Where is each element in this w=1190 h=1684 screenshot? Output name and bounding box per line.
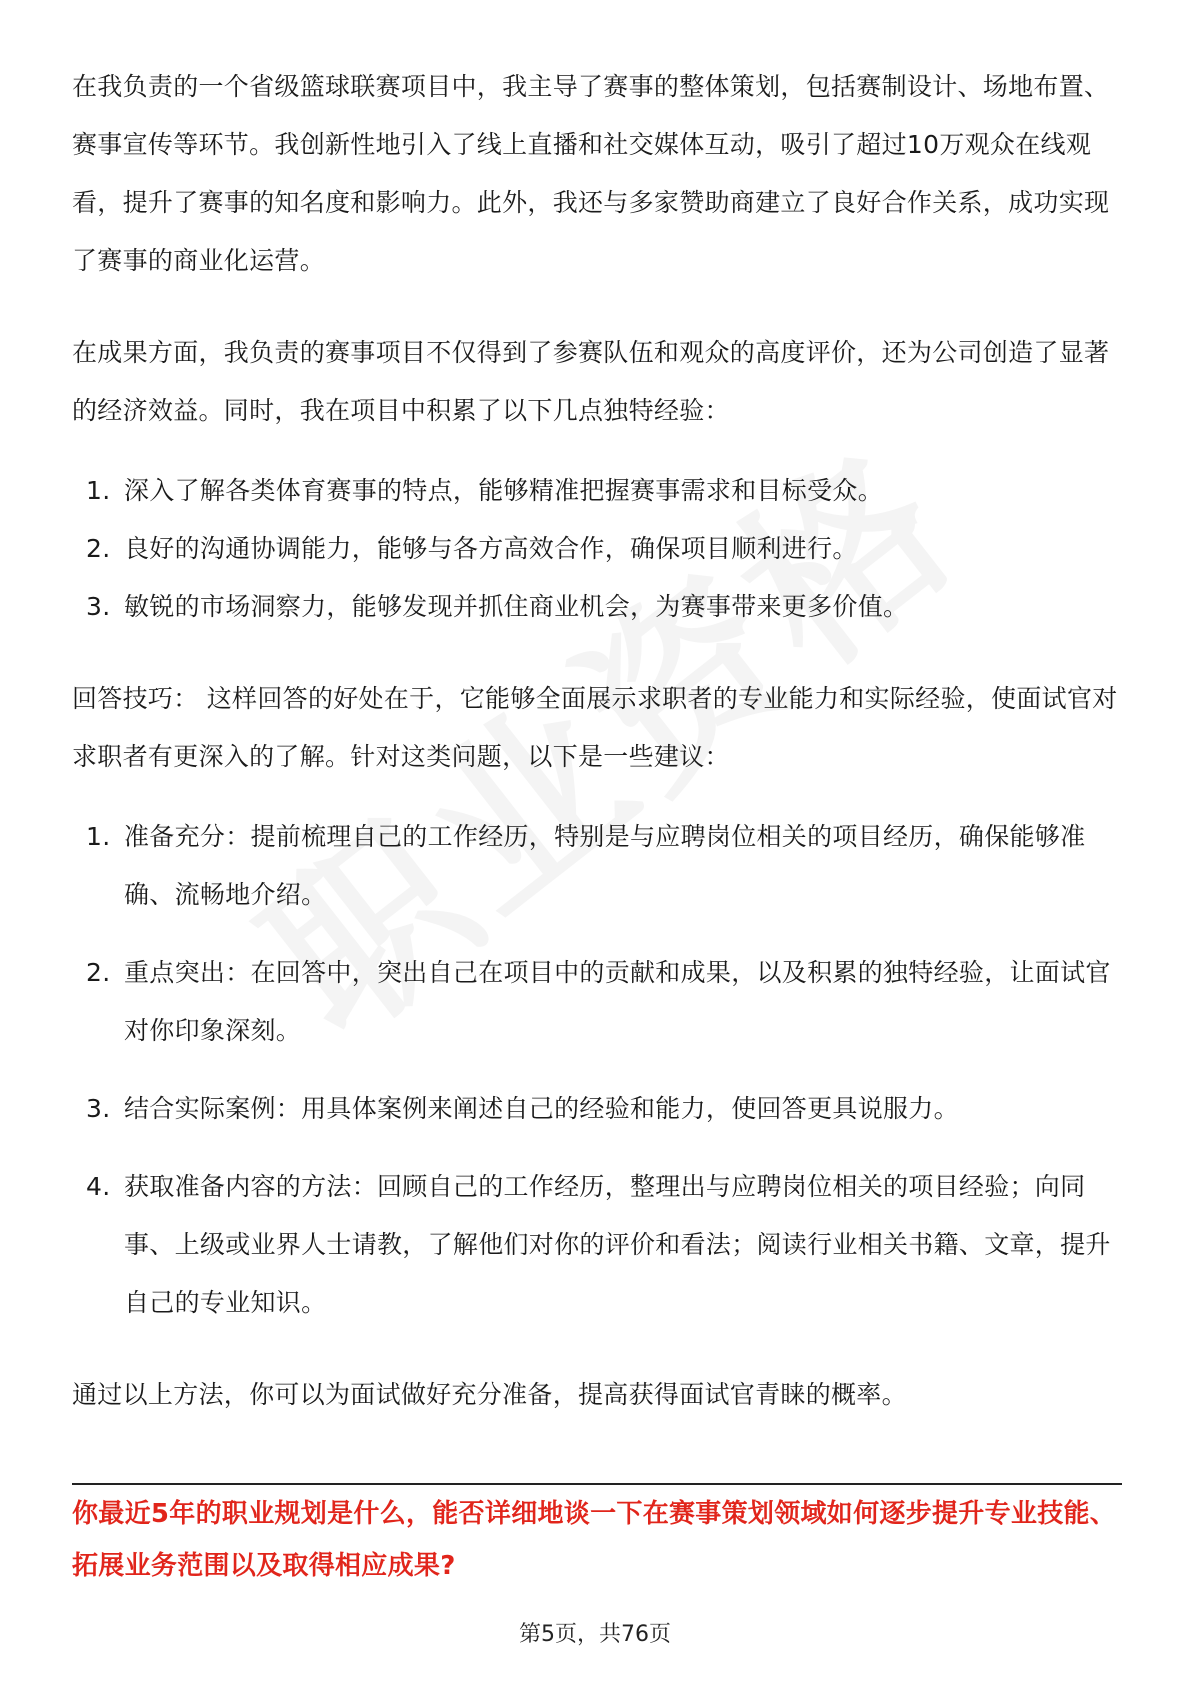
paragraph-project-description: 在我负责的一个省级篮球联赛项目中，我主导了赛事的整体策划，包括赛制设计、场地布置、赛事宣传等环节。我创新性地引入了线上直播和社交媒体互动，吸引了超过10万观众在线观看，提升了赛事的知名度和影响力。此外，我还与多家赞助商建立了良好合作关系，成功实现了赛事的商业化运营。 (72, 72, 1110, 275)
section-divider (72, 1483, 1122, 1485)
main-content (72, 58, 1122, 1424)
list-item (72, 1080, 1122, 1138)
list-item-text: 重点突出：在回答中，突出自己在项目中的贡献和成果，以及积累的独特经验，让面试官对你印象深刻。 (124, 958, 1111, 1045)
list-item (72, 808, 1122, 924)
list-item-text: 敏锐的市场洞察力，能够发现并抓住商业机会，为赛事带来更多价值。 (124, 592, 909, 621)
list-item (72, 944, 1122, 1060)
paragraph-answer-tips: 回答技巧： 这样回答的好处在于，它能够全面展示求职者的专业能力和实际经验，使面试官对求职者有更深入的了解。针对这类问题，以下是一些建议： (72, 684, 1118, 771)
list-number: 2. (86, 958, 111, 987)
list-item (72, 1158, 1122, 1332)
list-item-text: 准备充分：提前梳理自己的工作经历，特别是与应聘岗位相关的项目经历，确保能够准确、流畅地介绍。 (124, 822, 1086, 909)
list-number: 1. (86, 476, 111, 505)
interview-question: 你最近5年的职业规划是什么，能否详细地谈一下在赛事策划领域如何逐步提升专业技能、拓展业务范围以及取得相应成果? (72, 1499, 1117, 1581)
list-item (72, 578, 1122, 636)
paragraph-achievements: 在成果方面，我负责的赛事项目不仅得到了参赛队伍和观众的高度评价，还为公司创造了显著的经济效益。同时，我在项目中积累了以下几点独特经验： (72, 338, 1110, 425)
list-item-text: 结合实际案例：用具体案例来阐述自己的经验和能力，使回答更具说服力。 (124, 1094, 959, 1123)
list-item-text: 获取准备内容的方法：回顾自己的工作经历，整理出与应聘岗位相关的项目经验；向同事、上级或业界人士请教，了解他们对你的评价和看法；阅读行业相关书籍、文章，提升自己的专业知识。 (124, 1172, 1111, 1317)
list-item (72, 520, 1122, 578)
list-number: 3. (86, 1094, 111, 1123)
list-number: 4. (86, 1172, 111, 1201)
list-number: 2. (86, 534, 111, 563)
list-item-text: 深入了解各类体育赛事的特点，能够精准把握赛事需求和目标受众。 (124, 476, 884, 505)
list-item-text: 良好的沟通协调能力，能够与各方高效合作，确保项目顺利进行。 (124, 534, 858, 563)
paragraph-conclusion: 通过以上方法，你可以为面试做好充分准备，提高获得面试官青睐的概率。 (72, 1380, 907, 1409)
tips-list (72, 808, 1122, 1332)
experience-list (72, 462, 1122, 636)
list-number: 1. (86, 822, 111, 851)
list-number: 3. (86, 592, 111, 621)
page-footer: 第5页，共76页 (519, 1622, 671, 1647)
list-item (72, 462, 1122, 520)
